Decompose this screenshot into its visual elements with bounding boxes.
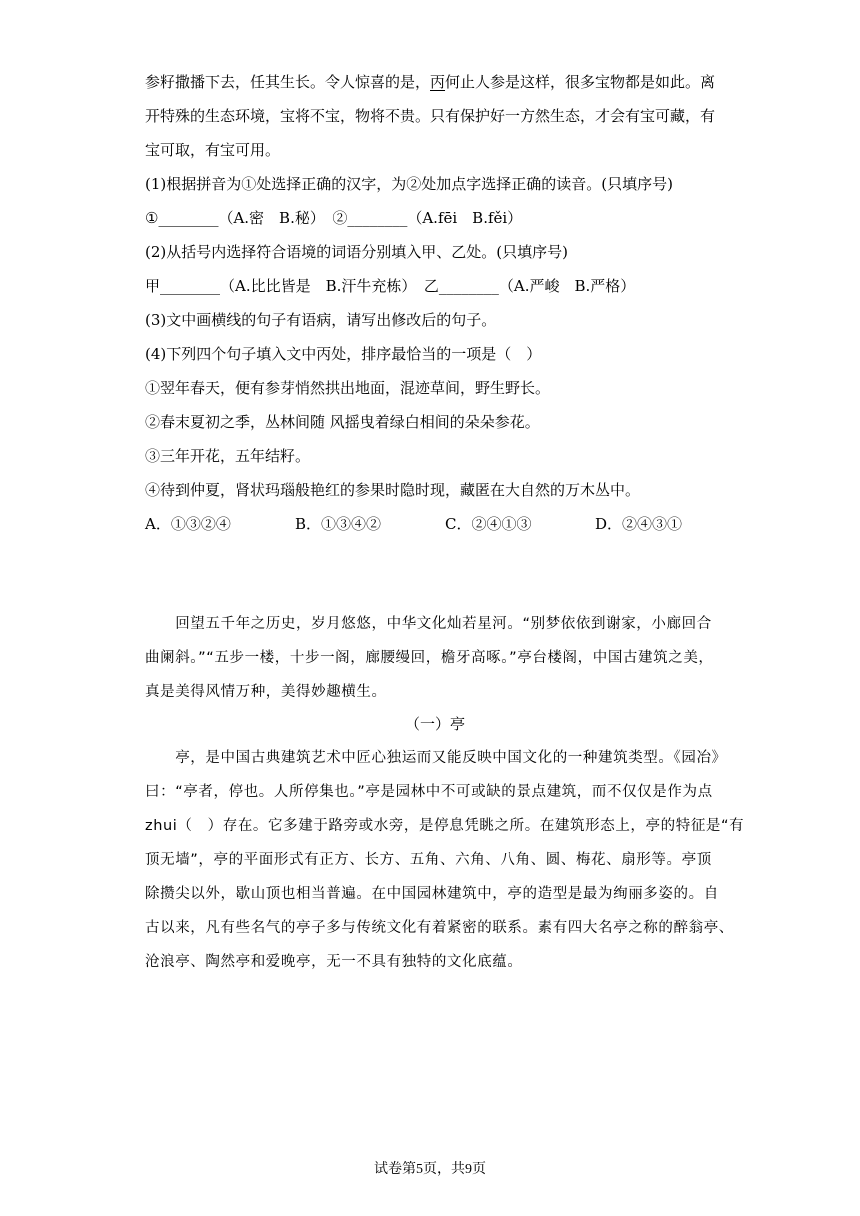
page-footer: 试卷第5页，共9页	[374, 1162, 486, 1177]
body-line-5: 除攒尖以外，歇山顶也相当普遍。在中国园林建筑中，亭的造型是最为绚丽多姿的。自	[145, 886, 719, 902]
choice-c: C．②④①③	[445, 515, 532, 533]
question-2: (2)从括号内选择符合语境的词语分别填入甲、乙处。(只填序号)	[145, 243, 568, 261]
question-1: (1)根据拼音为①处选择正确的汉字，为②处加点字选择正确的读音。(只填序号)	[145, 175, 673, 193]
passage-text: 参籽撒播下去，任其生长。令人惊喜的是，	[145, 73, 431, 91]
intro-line-1: 回望五千年之历史，岁月悠悠，中华文化灿若星河。“别梦依依到谢家，小廊回合	[145, 616, 712, 632]
body-line-2: 曰：“亭者，停也。人所停集也。”亭是园林中不可或缺的景点建筑，而不仅仅是作为点	[145, 784, 713, 800]
body-line-3: zhui（ ）存在。它多建于路旁或水旁，是停息凭眺之所。在建筑形态上，亭的特征是“有	[145, 818, 745, 834]
body-line-6: 古以来，凡有些名气的亭子多与传统文化有着紧密的联系。素有四大名亭之称的醉翁亭、	[145, 920, 734, 936]
intro-line-2: 曲阑斜。”“五步一楼，十步一阁，廊腰缦回，檐牙高啄。”亭台楼阁，中国古建筑之美，	[145, 650, 714, 666]
sentence-2: ②春末夏初之季，丛林间随 风摇曳着绿白相间的朵朵参花。	[145, 413, 540, 431]
section-title: （一）亭	[404, 715, 465, 733]
passage-line-2: 开特殊的生态环境，宝将不宝，物将不贵。只有保护好一方然生态，才会有宝可藏，有	[145, 107, 716, 125]
sentence-3: ③三年开花，五年结籽。	[145, 447, 311, 465]
choice-a: A．①③②④	[145, 515, 231, 533]
sentence-4: ④待到仲夏，肾状玛瑙般艳红的参果时隐时现，藏匿在大自然的万木丛中。	[145, 481, 641, 499]
question-2-answers: 甲________（A.比比皆是 B.汗牛充栋） 乙________（A.严峻 B.严格）	[145, 277, 636, 295]
body-line-7: 沧浪亭、陶然亭和爱晚亭，无一不具有独特的文化底蕴。	[145, 954, 523, 970]
body-line-1: 亭，是中国古典建筑艺术中匠心独运而又能反映中国文化的一种建筑类型。《园冶》	[145, 750, 727, 766]
question-1-answers: ①________（A.密 B.秘） ②________（A.fēi B.fěi）	[145, 209, 523, 227]
question-4: (4)下列四个句子填入文中丙处，排序最恰当的一项是（ ）	[145, 345, 542, 363]
choice-b: B．①③④②	[295, 515, 382, 533]
blank-bing: 丙	[430, 73, 446, 91]
passage-text: 何止人参是这样，很多宝物都是如此。离	[445, 73, 716, 91]
body-line-4: 顶无墙”，亭的平面形式有正方、长方、五角、六角、八角、圆、梅花、扇形等。亭顶	[145, 852, 712, 868]
passage-line-1	[145, 72, 725, 92]
passage-line-3: 宝可取，有宝可用。	[145, 141, 281, 159]
question-3: (3)文中画横线的句子有语病，请写出修改后的句子。	[145, 311, 497, 329]
choice-d: D．②④③①	[595, 515, 683, 533]
intro-line-3: 真是美得风情万种，美得妙趣横生。	[145, 684, 387, 700]
sentence-1: ①翌年春天，便有参芽悄然拱出地面，混迹草间，野生野长。	[145, 379, 551, 397]
